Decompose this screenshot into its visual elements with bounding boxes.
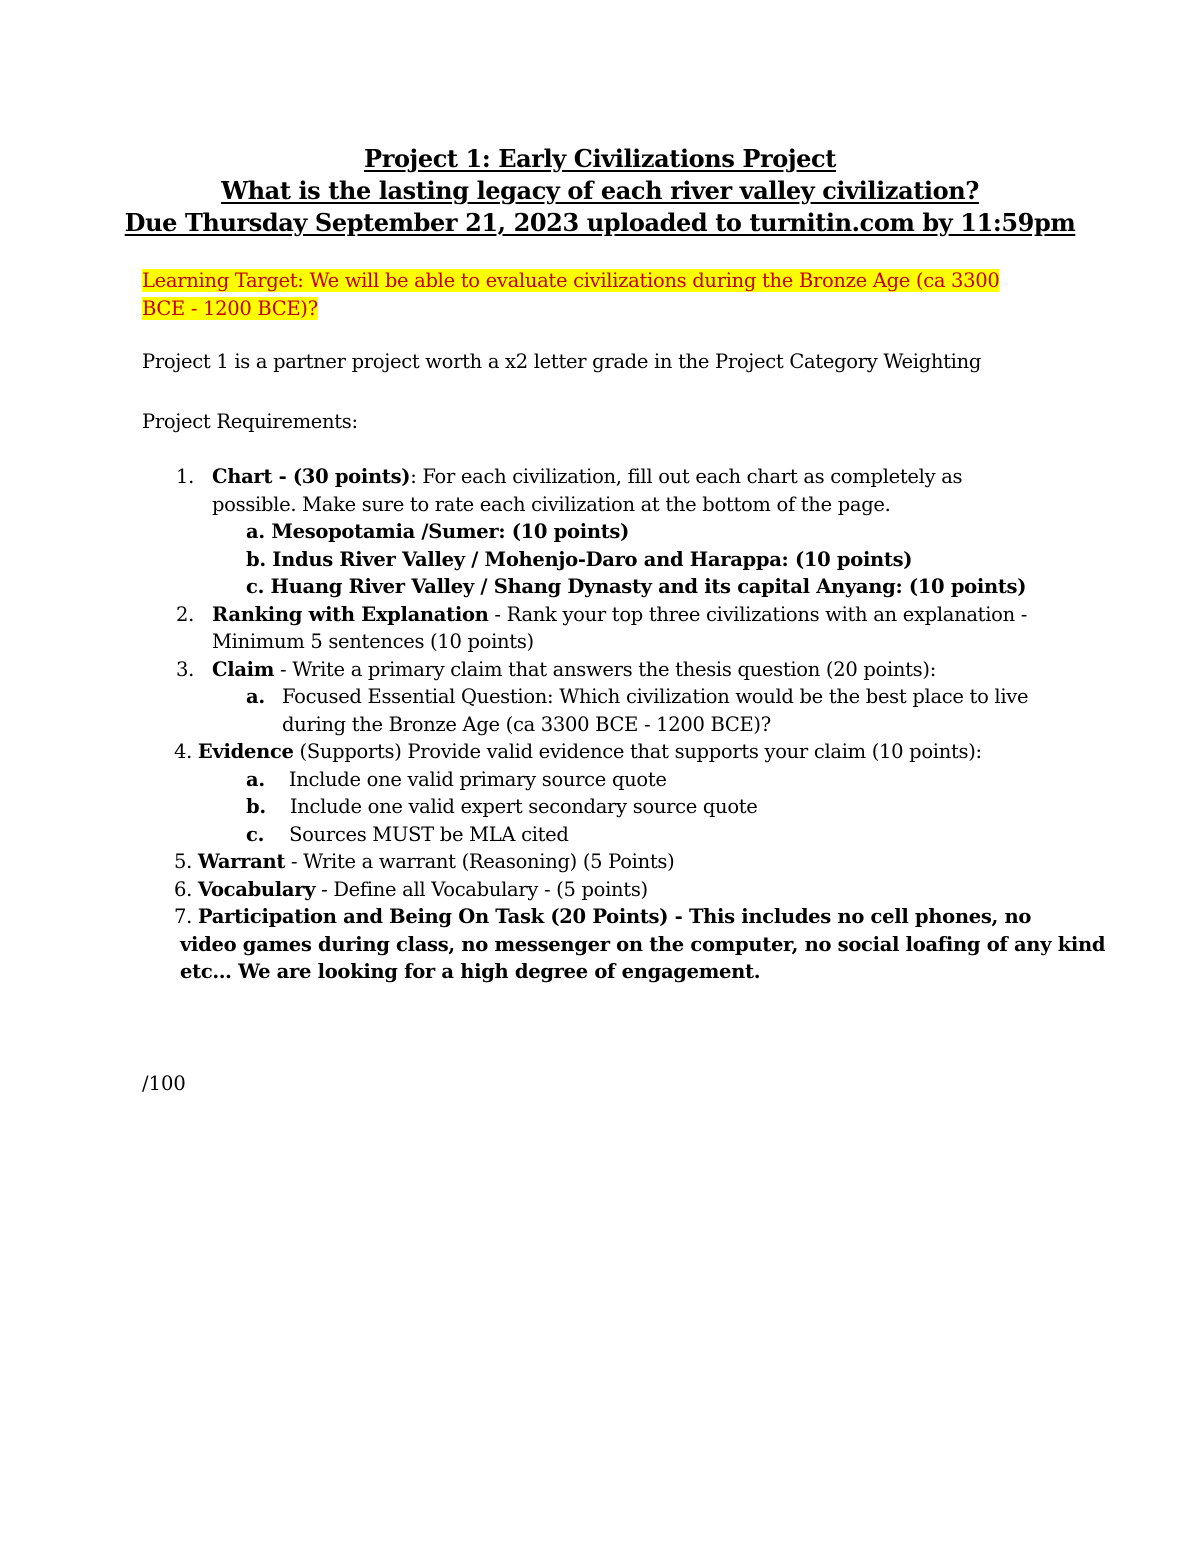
sub-item-letter: b. <box>246 795 266 818</box>
list-item-continuation <box>142 931 1106 959</box>
sub-item-text: Include one valid primary source quote <box>288 767 667 791</box>
item-text: - Define all Vocabulary - (5 points) <box>315 877 648 901</box>
list-number: 3. <box>176 657 195 681</box>
project-title: Project 1: Early Civilizations Project <box>364 144 836 173</box>
sub-item-essential-question <box>142 683 1082 711</box>
item-title: Chart - (30 points) <box>212 465 411 488</box>
item-text: - This includes no cell phones, no <box>668 905 1032 928</box>
item-title: Claim <box>212 657 275 681</box>
sub-item-text: during the Bronze Age (ca 3300 BCE - 1200 BCE)? <box>282 712 771 736</box>
learning-target-line-1: Learning Target: We will be able to evaluate civilizations during the Bronze Age (ca 3300 <box>142 269 1000 292</box>
item-title: Ranking with Explanation <box>212 602 489 626</box>
list-item-continuation <box>142 491 1082 519</box>
item-text: - Write a primary claim that answers the thesis question (20 points): <box>274 657 936 681</box>
sub-item-text: b. Indus River Valley / Mohenjo-Daro and Harappa: (10 points) <box>246 547 913 571</box>
list-item-warrant <box>142 848 1082 876</box>
list-item-evidence <box>142 738 1082 766</box>
document-header <box>0 143 1200 239</box>
due-date: Due Thursday September 21, 2023 uploaded to turnitin.com by 11:59pm <box>124 208 1076 237</box>
sub-item-secondary-source <box>142 793 1082 821</box>
sub-item-continuation <box>142 711 1082 739</box>
essential-question: What is the lasting legacy of each river valley civilization? <box>221 176 979 205</box>
sub-item-letter: a. <box>246 685 265 708</box>
requirements-list <box>142 463 1106 986</box>
total-score: /100 <box>142 1072 186 1095</box>
list-item-participation <box>142 903 1082 931</box>
sub-item-huang <box>142 573 1082 601</box>
sub-item-letter: c. <box>246 822 265 846</box>
list-item-vocabulary <box>142 876 1082 904</box>
item-text: : For each civilization, fill out each chart as completely as <box>410 465 963 488</box>
list-item-chart <box>142 463 1082 491</box>
item-text: - Write a warrant (Reasoning) (5 Points) <box>285 850 675 873</box>
item-title: Warrant <box>197 850 286 873</box>
item-text: - Rank your top three civilizations with an explanation - <box>488 602 1028 626</box>
list-number: 7. <box>174 905 193 928</box>
sub-item-indus <box>142 546 1082 574</box>
list-item-continuation <box>142 628 1082 656</box>
sub-item-mla <box>142 821 1082 849</box>
list-item-continuation <box>142 958 1082 986</box>
list-number: 5. <box>174 850 193 873</box>
learning-target <box>142 267 1062 323</box>
item-text: (Supports) Provide valid evidence that supports your claim (10 points): <box>293 740 982 763</box>
sub-item-primary-source <box>142 766 1082 794</box>
item-text: possible. Make sure to rate each civilization at the bottom of the page. <box>212 492 891 516</box>
list-item-ranking <box>142 601 1082 629</box>
list-number: 6. <box>174 877 193 901</box>
learning-target-line-2: BCE - 1200 BCE)? <box>142 297 318 320</box>
sub-item-letter: a. <box>246 767 265 791</box>
item-text: video games during class, no messenger on the computer, no social loafing of any kind <box>180 932 1106 956</box>
list-number: 4. <box>174 740 193 763</box>
sub-item-mesopotamia <box>142 518 1082 546</box>
item-title: Evidence <box>197 740 294 763</box>
requirements-heading: Project Requirements: <box>142 410 358 433</box>
item-title: Participation and Being On Task (20 Points) <box>197 905 669 928</box>
sub-item-text: Include one valid expert secondary source quote <box>289 795 758 818</box>
sub-item-text: c. Huang River Valley / Shang Dynasty and its capital Anyang: (10 points) <box>246 575 1027 598</box>
item-text: Minimum 5 sentences (10 points) <box>212 630 534 653</box>
list-number: 1. <box>176 465 195 488</box>
item-title: Vocabulary <box>197 877 316 901</box>
sub-item-text: Focused Essential Question: Which civilization would be the best place to live <box>282 685 1029 708</box>
sub-item-text: a. Mesopotamia /Sumer: (10 points) <box>246 520 630 543</box>
list-number: 2. <box>176 602 195 626</box>
item-text: etc… We are looking for a high degree of engagement. <box>180 960 761 983</box>
sub-item-text: Sources MUST be MLA cited <box>289 822 569 846</box>
grade-weighting: Project 1 is a partner project worth a x2 letter grade in the Project Category Weighting <box>142 350 982 373</box>
list-item-claim <box>142 656 1082 684</box>
